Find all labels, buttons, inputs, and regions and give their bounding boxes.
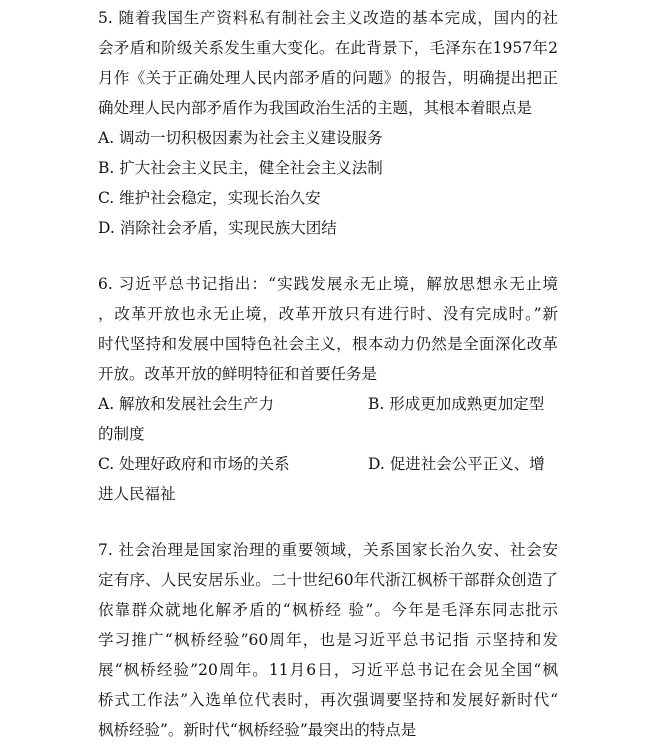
question-6-option-c: C. 处理好政府和市场的关系	[98, 455, 290, 473]
question-5-option-c: C. 维护社会稳定，实现长治久安	[98, 189, 321, 207]
question-6-stem-line: 时代坚持和发展中国特色社会主义，根本动力仍然是全面深化改革	[98, 335, 558, 353]
question-6-option-d: D. 促进社会公平正义、增	[368, 455, 545, 473]
question-5-stem-line: 会矛盾和阶级关系发生重大变化。在此背景下，毛泽东在1957年2	[98, 39, 558, 57]
question-7-stem-line: 依靠群众就地化解矛盾的“枫桥经 验”。今年是毛泽东同志批示	[98, 601, 558, 619]
question-5-stem-line: 确处理人民内部矛盾作为我国政治生活的主题，其根本着眼点是	[98, 99, 533, 117]
question-6-stem-line: 6. 习近平总书记指出：“实践发展永无止境，解放思想永无止境	[98, 275, 558, 293]
question-6-stem-line: ，改革开放也永无止境，改革开放只有进行时、没有完成时。”新	[98, 305, 558, 323]
question-5-option-d: D. 消除社会矛盾，实现民族大团结	[98, 219, 337, 237]
question-6-option-b: B. 形成更加成熟更加定型	[368, 395, 545, 413]
question-7-stem-line: 桥式工作法”入选单位代表时，再次强调要坚持和发展好新时代“	[98, 691, 558, 709]
question-7-stem-line: 定有序、人民安居乐业。二十世纪60年代浙江枫桥干部群众创造了	[98, 571, 558, 589]
question-6-stem-line: 开放。改革开放的鲜明特征和首要任务是	[98, 365, 378, 383]
question-6-option-a: A. 解放和发展社会生产力	[98, 395, 275, 413]
question-7-stem-line: 枫桥经验”。新时代“枫桥经验”最突出的特点是	[98, 721, 417, 739]
question-7-stem-line: 展“枫桥经验”20周年。11月6日，习近平总书记在会见全国“枫	[98, 661, 558, 679]
question-5-option-a: A. 调动一切积极因素为社会主义建设服务	[98, 129, 383, 147]
question-7-stem-line: 7. 社会治理是国家治理的重要领域，关系国家长治久安、社会安	[98, 541, 558, 559]
question-7-stem-line: 学习推广“枫桥经验”60周年，也是习近平总书记指 示坚持和发	[98, 631, 558, 649]
question-5-stem-line: 月作《关于正确处理人民内部矛盾的问题》的报告，明确提出把正	[98, 69, 558, 87]
question-5-stem-line: 5. 随着我国生产资料私有制社会主义改造的基本完成，国内的社	[98, 9, 558, 27]
question-5-option-b: B. 扩大社会主义民主，健全社会主义法制	[98, 159, 383, 177]
question-6-option-d-continued: 进人民福祉	[98, 485, 176, 503]
question-6-option-b-continued: 的制度	[98, 425, 145, 443]
